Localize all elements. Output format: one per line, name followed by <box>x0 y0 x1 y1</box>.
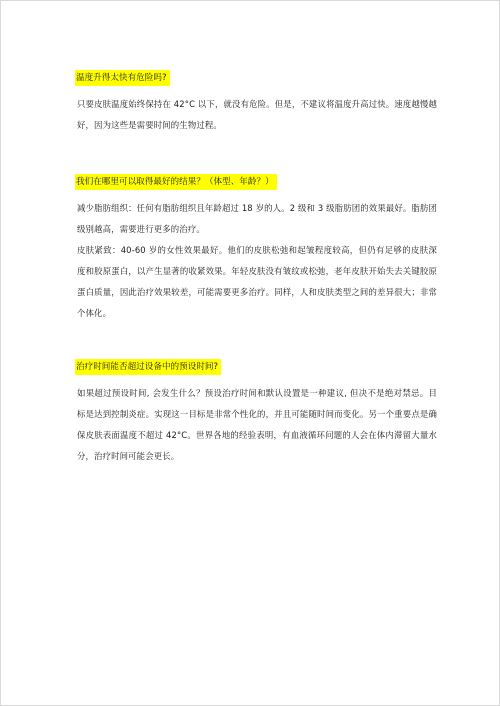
section-heading: 温度升得太快有危险吗? <box>75 70 170 86</box>
paragraph: 皮肤紧致：40-60 岁的女性效果最好。他们的皮肤松弛和起皱程度较高，但仍有足够的皮肤深度和胶原蛋白，以产生显著的收紧效果。年轻皮肤没有皱纹或松弛，老年皮肤开始失去关键胶原蛋白质量，因此治疗效果较差，可能需要更多治疗。同样，人和皮肤类型之间的差异很大；非常个体化。 <box>77 245 437 318</box>
section-treatment-time <box>77 354 437 467</box>
section-temperature-risk <box>77 65 437 136</box>
paragraph: 减少脂肪组织：任何有脂肪组织且年龄超过 18 岁的人。2 级和 3 级脂肪团的效果最好。脂肪团级别越高，需要进行更多的治疗。 <box>77 203 437 234</box>
section-best-results <box>77 169 437 324</box>
section-heading: 治疗时间能否超过设备中的预设时间? <box>75 359 221 375</box>
paragraph: 如果超过预设时间, 会发生什么？预设治疗时间和默认设置是一种建议, 但决不是绝对禁忌。目标是达到控制炎症。实现这一目标是非常个性化的，并且可能随时间而变化。另一个重要点是确保皮肤表面温度不超过 42°C。世界各地的经验表明，有血液循环问题的人会在体内滞留大量水分，治疗时间可能会更长。 <box>77 388 437 461</box>
paragraph: 只要皮肤温度始终保持在 42°C 以下，就没有危险。但是，不建议将温度升高过快。速度越慢越好，因为这些是需要时间的生物过程。 <box>77 99 437 130</box>
section-heading: 我们在哪里可以取得最好的结果？（体型、年龄？） <box>75 174 277 190</box>
document-content <box>77 65 437 485</box>
